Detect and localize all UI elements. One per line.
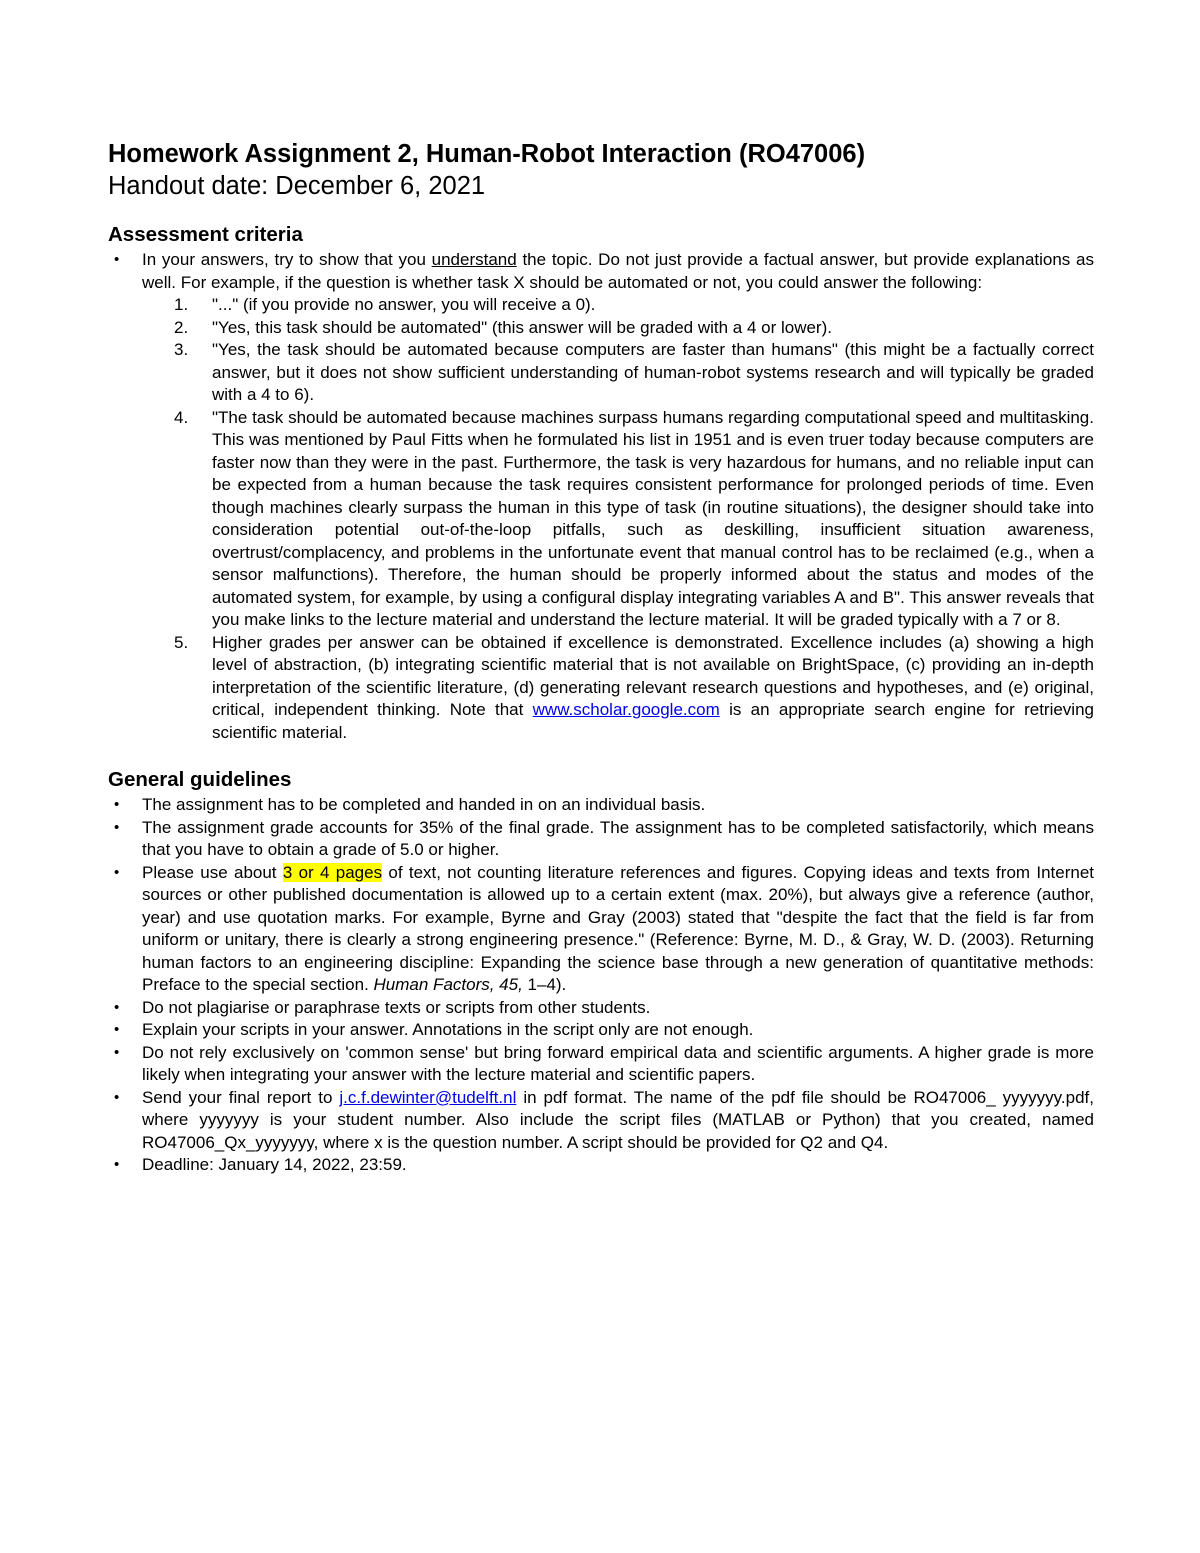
- guideline-text: The assignment has to be completed and handed in on an individual basis.: [142, 795, 706, 814]
- example-answer-item: [142, 632, 1094, 745]
- guideline-text: Do not plagiarise or paraphrase texts or scripts from other students.: [142, 997, 651, 1017]
- guideline-item: [108, 862, 1094, 997]
- guideline-text-a: Send your final report to: [142, 1087, 340, 1107]
- scholar-google-link[interactable]: www.scholar.google.com: [532, 700, 720, 719]
- document-title: Homework Assignment 2, Human-Robot Interaction (RO47006): [108, 140, 866, 168]
- guideline-item: [108, 1042, 1094, 1087]
- guideline-text-a: Please use about: [142, 862, 283, 882]
- guideline-text-b: in pdf format. The name of the pdf file should be RO47006_ yyyyyyy.pdf, where yyyyyyy is your student number. Also include the script files (MATLAB or Python) that you created, named RO47006_Qx_yyyyyyy, where x is the question number. A script should be provided for Q2 and Q4.: [142, 1087, 1094, 1152]
- guideline-text: Do not rely exclusively on 'common sense' but bring forward empirical data and scientific arguments. A higher grade is more likely when integrating your answer with the lecture material and scientific papers.: [142, 1042, 1094, 1084]
- bullet-icon: •: [114, 863, 120, 881]
- guideline-text-b: of text, not counting literature references and figures. Copying ideas and texts from Internet sources or other published documentation is allowed up to a certain extent (max. 20%), but always give a reference (author, year) and use quotation marks. For example, Byrne and Gray (2003) stated that "despite the fact that the field is far from uniform or unitary, there is clearly a strong engineering presence." (Reference: Byrne, M. D., & Gray, W. D. (2003). Returning human factors to an engineering discipline: Expanding the science base through a new generation of quantitative methods: Preface to the special section.: [142, 862, 1095, 994]
- bullet-icon: •: [114, 1156, 120, 1173]
- example-answer-item: [142, 317, 1094, 340]
- journal-citation-italic: Human Factors, 45,: [373, 975, 523, 994]
- deadline-text: Deadline: January 14, 2022, 23:59.: [142, 1155, 407, 1174]
- example-answer-item: [142, 294, 1094, 317]
- bullet-icon: •: [114, 251, 120, 268]
- guideline-text: The assignment grade accounts for 35% of the final grade. The assignment has to be completed satisfactorily, which means that you have to obtain a grade of 5.0 or higher.: [142, 817, 1094, 859]
- bullet-icon: •: [114, 1043, 120, 1061]
- assessment-intro-text-a: In your answers, try to show that you: [142, 250, 432, 269]
- example-answer-item: [142, 339, 1094, 407]
- bullet-icon: •: [114, 818, 120, 836]
- example-answer-item: [142, 407, 1094, 632]
- example-answer-text: "..." (if you provide no answer, you will receive a 0).: [212, 295, 596, 314]
- assessment-intro-underlined: understand: [431, 250, 517, 269]
- example-answer-text-after: is an appropriate search engine for retrieving scientific material.: [212, 700, 1094, 742]
- guideline-item: [108, 1019, 1094, 1042]
- assessment-criteria-heading: Assessment criteria: [108, 223, 303, 246]
- example-answers-list: [108, 294, 1094, 744]
- handout-date: Handout date: December 6, 2021: [108, 172, 486, 200]
- item-number: 4.: [174, 407, 189, 427]
- example-answer-text: "Yes, the task should be automated because computers are faster than humans" (this might be a factually correct answer, but it does not show sufficient understanding of human-robot systems research and will typically be graded with a 4 to 6).: [212, 340, 1094, 404]
- guideline-item: [108, 1087, 1094, 1155]
- document-page: [108, 138, 1094, 1177]
- item-number: 2.: [174, 317, 189, 337]
- guideline-text-c: 1–4).: [522, 975, 567, 994]
- bullet-icon: •: [114, 998, 120, 1016]
- assessment-intro-text-b: the topic. Do not just provide a factual answer, but provide explanations as well. For example, if the question is whether task X should be automated or not, you could answer the following:: [142, 250, 1094, 292]
- page-count-highlight: 3 or 4 pages: [282, 862, 383, 882]
- bullet-icon: •: [114, 1021, 120, 1038]
- guideline-item: [108, 1154, 1094, 1177]
- bullet-icon: •: [114, 796, 120, 813]
- guideline-text: Explain your scripts in your answer. Annotations in the script only are not enough.: [142, 1020, 754, 1039]
- assessment-list: [108, 249, 1094, 294]
- item-number: 5.: [174, 632, 189, 652]
- general-guidelines-heading: General guidelines: [108, 768, 292, 791]
- guideline-item: [108, 817, 1094, 862]
- example-answer-text: "The task should be automated because machines surpass humans regarding computational speed and multitasking. This was mentioned by Paul Fitts when he formulated his list in 1951 and is even truer today because computers are faster now than they were in the past. Furthermore, the task is very hazardous for humans, and no reliable input can be expected from a human because the task requires consistent performance for prolonged periods of time. Even though machines clearly surpass the human in this type of task (in routine situations), the designer should take into consideration potential out-of-the-loop pitfalls, such as deskilling, insufficient situation awareness, overtrust/complacency, and problems in the unfortunate event that manual control has to be reclaimed (e.g., when a sensor malfunctions). Therefore, the human should be properly informed about the status and modes of the automated system, for example, by using a configural display integrating variables A and B". This answer reveals that you make links to the lecture material and understand the lecture material. It will be graded typically with a 7 or 8.: [212, 407, 1094, 629]
- email-link[interactable]: j.c.f.dewinter@tudelft.nl: [339, 1087, 517, 1107]
- example-answer-text: "Yes, this task should be automated" (this answer will be graded with a 4 or lower).: [212, 317, 832, 337]
- item-number: 3.: [174, 340, 189, 359]
- item-number: 1.: [174, 295, 189, 314]
- example-answer-text: Higher grades per answer can be obtained if excellence is demonstrated. Excellence includes (a) showing a high level of abstraction, (b) integrating scientific material that is not available on BrightSpace, (c) providing an in-depth interpretation of the scientific literature, (d) generating relevant research questions and hypotheses, and (e) original, critical, independent thinking. Note that: [212, 632, 1094, 719]
- assessment-intro-item: [108, 249, 1094, 294]
- guideline-item: [108, 794, 1094, 817]
- guidelines-list: [108, 794, 1094, 1177]
- guideline-item: [108, 997, 1094, 1020]
- bullet-icon: •: [114, 1088, 120, 1106]
